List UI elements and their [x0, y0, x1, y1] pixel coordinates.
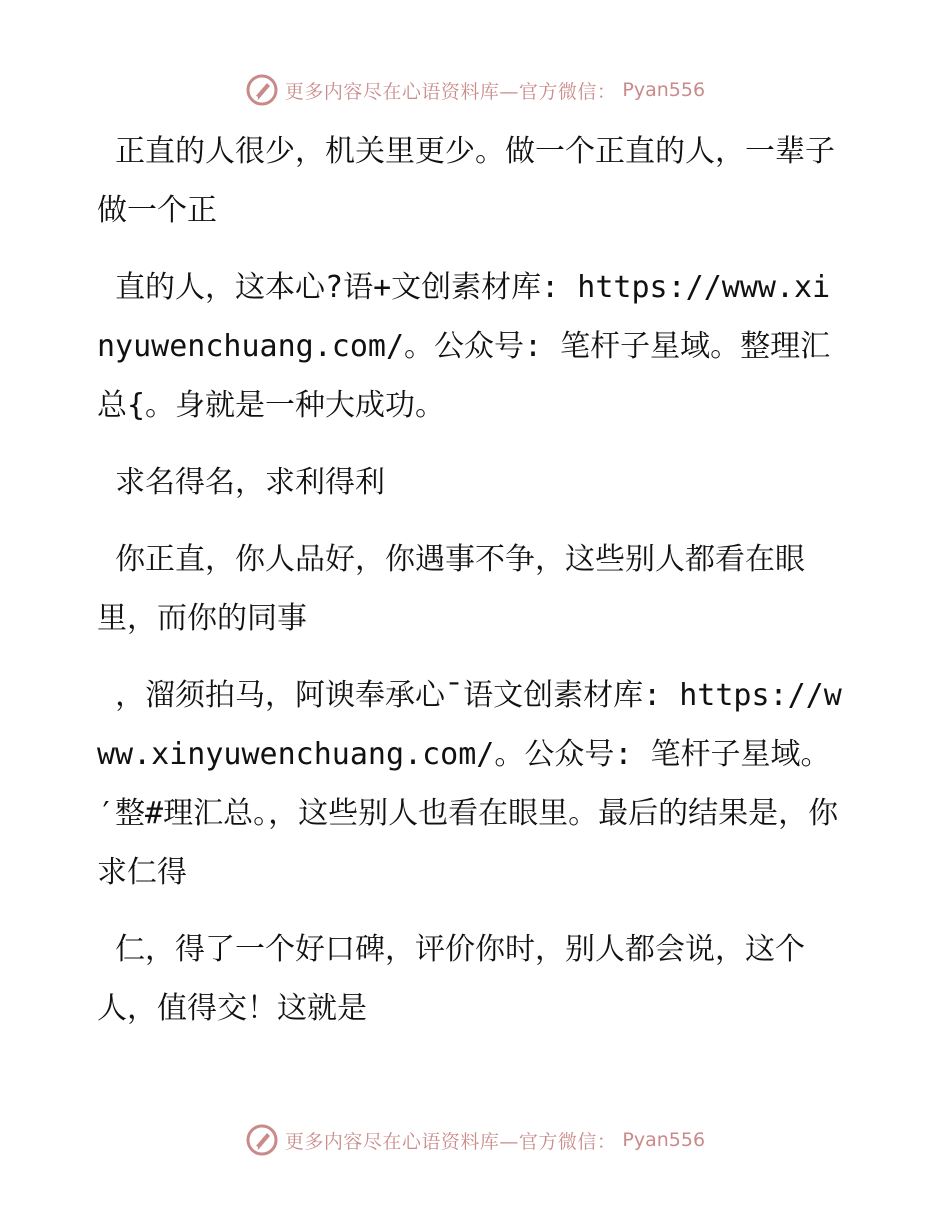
document-body	[97, 122, 842, 1056]
watermark-text: 更多内容尽在心语资料库—官方微信：	[284, 80, 617, 103]
watermark-wechat-id: Pyan556	[622, 1129, 706, 1151]
paragraph-5: ，溜须拍马，阿谀奉承心¯语文创素材库: https://www.xinyuwenchuang.com/。公众号: 笔杆子星域。′整#理汇总。，这些别人也看在眼里。最后的结果是，你求仁得	[97, 678, 842, 890]
pen-logo-icon	[245, 73, 279, 107]
paragraph-6: 仁，得了一个好口碑，评价你时，别人都会说，这个人，值得交！这就是	[97, 932, 806, 1026]
pen-logo-icon	[245, 1123, 279, 1157]
paragraph-3: 求名得名，求利得利	[97, 465, 386, 500]
footer-watermark	[0, 1120, 950, 1160]
watermark-text: 更多内容尽在心语资料库—官方微信：	[284, 1130, 617, 1153]
watermark-wechat-id: Pyan556	[622, 79, 706, 101]
paragraph-2: 直的人，这本心?语+文创素材库: https://www.xinyuwenchuang.com/。公众号: 笔杆子星域。整理汇总{。身就是一种大成功。	[97, 270, 831, 423]
header-watermark	[0, 70, 950, 110]
paragraph-1: 正直的人很少，机关里更少。做一个正直的人，一辈子做一个正	[97, 134, 836, 228]
paragraph-4: 你正直，你人品好，你遇事不争，这些别人都看在眼里，而你的同事	[97, 542, 806, 636]
